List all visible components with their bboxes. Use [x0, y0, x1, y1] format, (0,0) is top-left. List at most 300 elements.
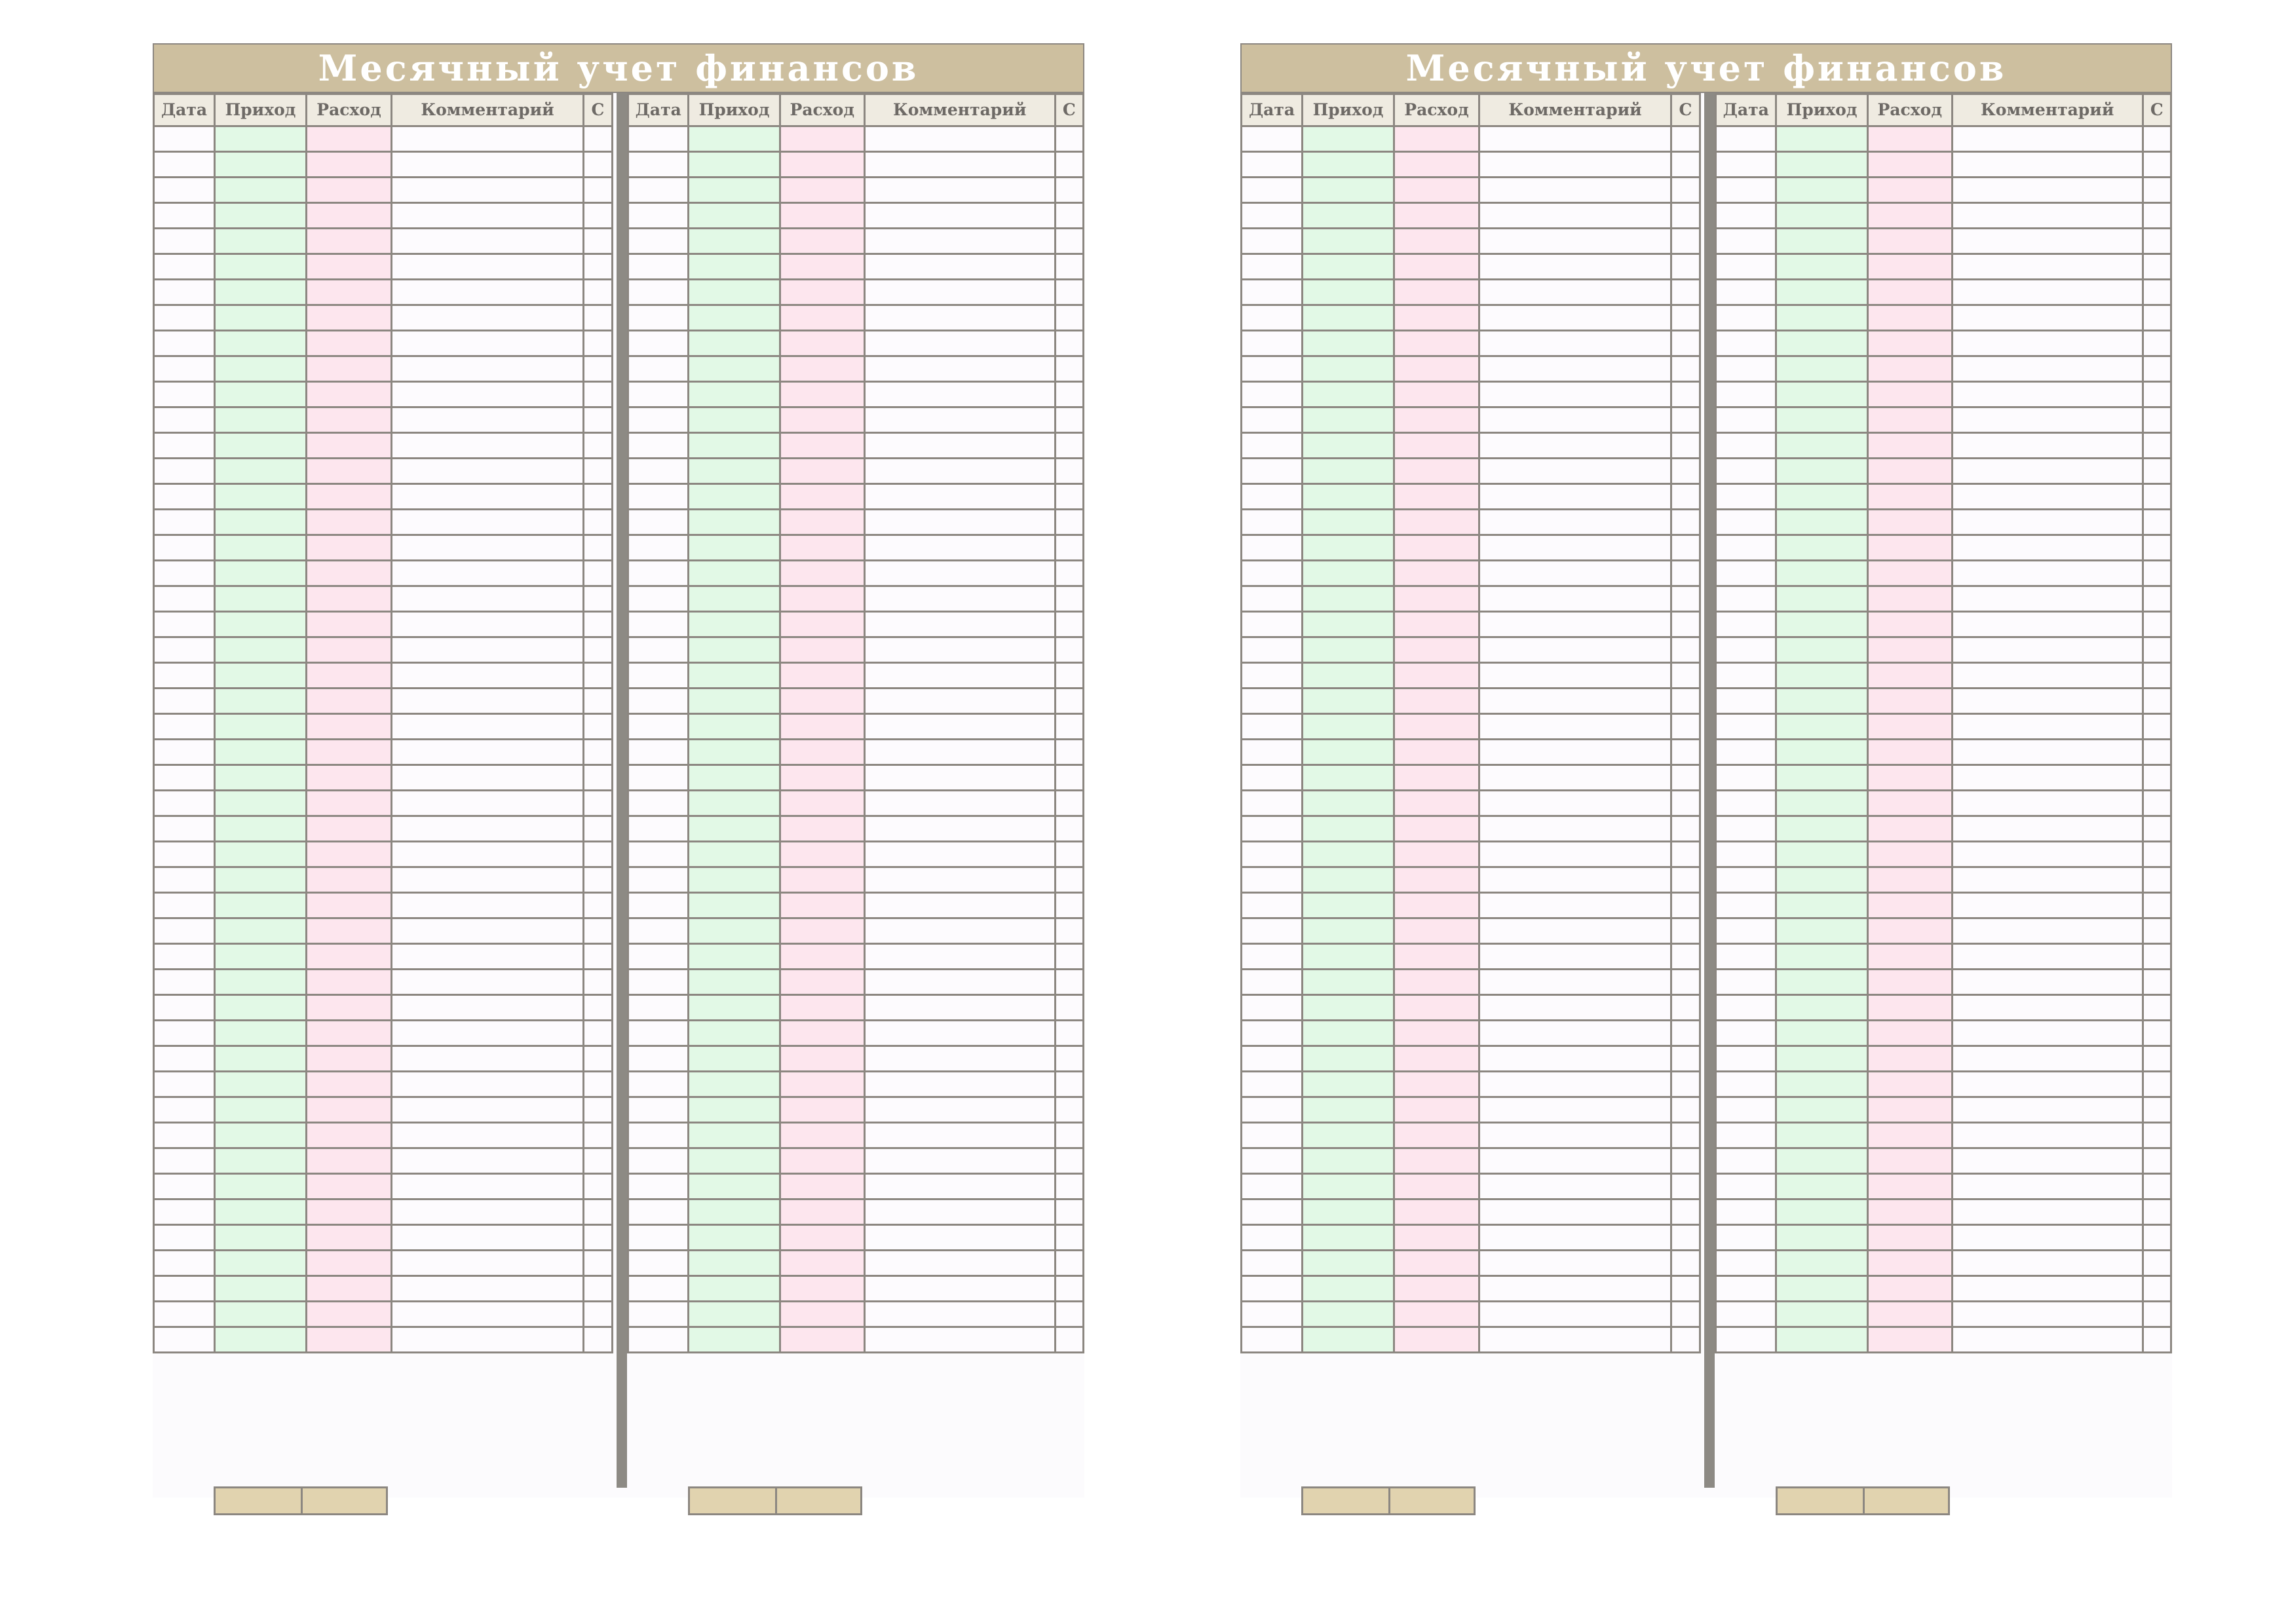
expense-cell[interactable] — [1867, 1097, 1952, 1123]
check-cell[interactable] — [1671, 1123, 1700, 1148]
date-cell[interactable] — [154, 535, 215, 561]
check-cell[interactable] — [1671, 433, 1700, 459]
expense-cell[interactable] — [307, 1251, 392, 1276]
check-cell[interactable] — [584, 714, 613, 740]
date-cell[interactable] — [154, 1021, 215, 1046]
expense-cell[interactable] — [780, 765, 864, 791]
comment-cell[interactable] — [392, 1276, 584, 1302]
comment-cell[interactable] — [392, 535, 584, 561]
date-cell[interactable] — [628, 484, 689, 510]
expense-cell[interactable] — [1867, 178, 1952, 203]
date-cell[interactable] — [154, 178, 215, 203]
expense-cell[interactable] — [1394, 1199, 1479, 1225]
income-cell[interactable] — [689, 510, 780, 535]
expense-cell[interactable] — [1867, 561, 1952, 586]
check-cell[interactable] — [1055, 459, 1083, 484]
date-cell[interactable] — [628, 254, 689, 280]
check-cell[interactable] — [1055, 152, 1083, 178]
expense-cell[interactable] — [307, 586, 392, 612]
income-cell[interactable] — [1776, 1021, 1867, 1046]
check-cell[interactable] — [584, 1251, 613, 1276]
expense-cell[interactable] — [1867, 280, 1952, 305]
check-cell[interactable] — [2143, 203, 2171, 229]
expense-cell[interactable] — [1394, 382, 1479, 407]
check-cell[interactable] — [2143, 816, 2171, 842]
income-cell[interactable] — [689, 765, 780, 791]
comment-cell[interactable] — [864, 1276, 1055, 1302]
check-cell[interactable] — [584, 867, 613, 893]
date-cell[interactable] — [628, 1123, 689, 1148]
expense-cell[interactable] — [1394, 535, 1479, 561]
income-cell[interactable] — [689, 791, 780, 816]
check-cell[interactable] — [1671, 356, 1700, 382]
expense-cell[interactable] — [780, 178, 864, 203]
income-cell[interactable] — [689, 535, 780, 561]
income-cell[interactable] — [1776, 433, 1867, 459]
date-cell[interactable] — [1242, 612, 1303, 637]
income-cell[interactable] — [1303, 612, 1394, 637]
expense-cell[interactable] — [1394, 791, 1479, 816]
expense-cell[interactable] — [1867, 1327, 1952, 1353]
income-cell[interactable] — [215, 944, 307, 970]
check-cell[interactable] — [584, 689, 613, 714]
date-cell[interactable] — [1242, 740, 1303, 765]
income-cell[interactable] — [689, 1072, 780, 1097]
comment-cell[interactable] — [392, 510, 584, 535]
income-cell[interactable] — [1303, 1046, 1394, 1072]
check-cell[interactable] — [1671, 663, 1700, 689]
income-cell[interactable] — [1303, 561, 1394, 586]
date-cell[interactable] — [628, 1302, 689, 1327]
income-cell[interactable] — [1303, 229, 1394, 254]
expense-cell[interactable] — [307, 995, 392, 1021]
date-cell[interactable] — [154, 1199, 215, 1225]
check-cell[interactable] — [1671, 1021, 1700, 1046]
expense-cell[interactable] — [1394, 1327, 1479, 1353]
comment-cell[interactable] — [1479, 867, 1671, 893]
date-cell[interactable] — [154, 433, 215, 459]
income-cell[interactable] — [1776, 229, 1867, 254]
check-cell[interactable] — [1671, 229, 1700, 254]
date-cell[interactable] — [154, 995, 215, 1021]
comment-cell[interactable] — [1952, 586, 2143, 612]
check-cell[interactable] — [1671, 1302, 1700, 1327]
expense-cell[interactable] — [1394, 765, 1479, 791]
date-cell[interactable] — [1716, 1021, 1776, 1046]
check-cell[interactable] — [1671, 893, 1700, 918]
income-cell[interactable] — [1776, 203, 1867, 229]
check-cell[interactable] — [1055, 714, 1083, 740]
comment-cell[interactable] — [864, 1021, 1055, 1046]
expense-cell[interactable] — [1394, 637, 1479, 663]
check-cell[interactable] — [1055, 407, 1083, 433]
check-cell[interactable] — [2143, 356, 2171, 382]
income-cell[interactable] — [689, 944, 780, 970]
check-cell[interactable] — [584, 970, 613, 995]
comment-cell[interactable] — [1952, 765, 2143, 791]
income-cell[interactable] — [215, 867, 307, 893]
date-cell[interactable] — [1242, 561, 1303, 586]
expense-cell[interactable] — [307, 484, 392, 510]
comment-cell[interactable] — [864, 714, 1055, 740]
expense-cell[interactable] — [1867, 254, 1952, 280]
expense-cell[interactable] — [1394, 331, 1479, 356]
income-cell[interactable] — [1303, 382, 1394, 407]
income-cell[interactable] — [215, 970, 307, 995]
check-cell[interactable] — [2143, 765, 2171, 791]
check-cell[interactable] — [2143, 382, 2171, 407]
comment-cell[interactable] — [1479, 1148, 1671, 1174]
expense-cell[interactable] — [307, 356, 392, 382]
date-cell[interactable] — [154, 484, 215, 510]
expense-cell[interactable] — [1394, 995, 1479, 1021]
date-cell[interactable] — [1716, 407, 1776, 433]
income-cell[interactable] — [1303, 459, 1394, 484]
date-cell[interactable] — [1242, 126, 1303, 152]
date-cell[interactable] — [154, 152, 215, 178]
expense-cell[interactable] — [307, 1225, 392, 1251]
income-cell[interactable] — [689, 1097, 780, 1123]
date-cell[interactable] — [1242, 663, 1303, 689]
date-cell[interactable] — [154, 842, 215, 867]
date-cell[interactable] — [1242, 842, 1303, 867]
date-cell[interactable] — [154, 765, 215, 791]
expense-total-cell[interactable] — [1388, 1486, 1476, 1515]
income-cell[interactable] — [1776, 484, 1867, 510]
date-cell[interactable] — [154, 791, 215, 816]
expense-cell[interactable] — [780, 126, 864, 152]
comment-cell[interactable] — [392, 1302, 584, 1327]
expense-cell[interactable] — [1867, 484, 1952, 510]
income-cell[interactable] — [1776, 178, 1867, 203]
check-cell[interactable] — [2143, 663, 2171, 689]
comment-cell[interactable] — [1952, 1072, 2143, 1097]
date-cell[interactable] — [1242, 203, 1303, 229]
date-cell[interactable] — [154, 1225, 215, 1251]
check-cell[interactable] — [1055, 1046, 1083, 1072]
expense-cell[interactable] — [1394, 1251, 1479, 1276]
income-cell[interactable] — [215, 995, 307, 1021]
comment-cell[interactable] — [1952, 561, 2143, 586]
expense-cell[interactable] — [1394, 459, 1479, 484]
expense-cell[interactable] — [307, 791, 392, 816]
expense-cell[interactable] — [1867, 1199, 1952, 1225]
expense-cell[interactable] — [1867, 1302, 1952, 1327]
expense-cell[interactable] — [780, 893, 864, 918]
comment-cell[interactable] — [1479, 561, 1671, 586]
check-cell[interactable] — [1671, 612, 1700, 637]
expense-cell[interactable] — [780, 740, 864, 765]
check-cell[interactable] — [2143, 1148, 2171, 1174]
income-cell[interactable] — [215, 1276, 307, 1302]
comment-cell[interactable] — [864, 893, 1055, 918]
income-cell[interactable] — [1776, 1072, 1867, 1097]
income-cell[interactable] — [1303, 407, 1394, 433]
comment-cell[interactable] — [392, 944, 584, 970]
comment-cell[interactable] — [1952, 842, 2143, 867]
expense-cell[interactable] — [780, 1199, 864, 1225]
income-cell[interactable] — [1303, 1302, 1394, 1327]
date-cell[interactable] — [1242, 714, 1303, 740]
check-cell[interactable] — [1671, 842, 1700, 867]
check-cell[interactable] — [584, 1199, 613, 1225]
check-cell[interactable] — [2143, 433, 2171, 459]
expense-cell[interactable] — [307, 867, 392, 893]
income-cell[interactable] — [1303, 765, 1394, 791]
expense-cell[interactable] — [780, 535, 864, 561]
comment-cell[interactable] — [1952, 689, 2143, 714]
income-cell[interactable] — [215, 433, 307, 459]
comment-cell[interactable] — [1952, 740, 2143, 765]
income-cell[interactable] — [1303, 816, 1394, 842]
comment-cell[interactable] — [1479, 1251, 1671, 1276]
income-cell[interactable] — [1303, 842, 1394, 867]
comment-cell[interactable] — [1952, 356, 2143, 382]
check-cell[interactable] — [2143, 714, 2171, 740]
comment-cell[interactable] — [392, 612, 584, 637]
date-cell[interactable] — [1716, 893, 1776, 918]
date-cell[interactable] — [1716, 714, 1776, 740]
income-cell[interactable] — [1303, 970, 1394, 995]
income-cell[interactable] — [1776, 1148, 1867, 1174]
check-cell[interactable] — [1671, 1225, 1700, 1251]
expense-cell[interactable] — [780, 612, 864, 637]
expense-cell[interactable] — [1867, 612, 1952, 637]
expense-cell[interactable] — [307, 918, 392, 944]
check-cell[interactable] — [2143, 1072, 2171, 1097]
expense-cell[interactable] — [307, 893, 392, 918]
comment-cell[interactable] — [1479, 280, 1671, 305]
expense-cell[interactable] — [780, 305, 864, 331]
comment-cell[interactable] — [1952, 1199, 2143, 1225]
comment-cell[interactable] — [392, 1327, 584, 1353]
check-cell[interactable] — [2143, 1097, 2171, 1123]
date-cell[interactable] — [1242, 1072, 1303, 1097]
comment-cell[interactable] — [1479, 1199, 1671, 1225]
comment-cell[interactable] — [1952, 254, 2143, 280]
expense-cell[interactable] — [780, 280, 864, 305]
comment-cell[interactable] — [1479, 484, 1671, 510]
income-total-cell[interactable] — [214, 1486, 303, 1515]
date-cell[interactable] — [1242, 765, 1303, 791]
income-cell[interactable] — [1303, 1072, 1394, 1097]
comment-cell[interactable] — [864, 561, 1055, 586]
income-cell[interactable] — [215, 1123, 307, 1148]
check-cell[interactable] — [1671, 484, 1700, 510]
date-cell[interactable] — [1242, 356, 1303, 382]
comment-cell[interactable] — [864, 612, 1055, 637]
comment-cell[interactable] — [1479, 586, 1671, 612]
date-cell[interactable] — [154, 510, 215, 535]
income-cell[interactable] — [689, 1276, 780, 1302]
date-cell[interactable] — [1242, 1123, 1303, 1148]
comment-cell[interactable] — [1952, 1097, 2143, 1123]
expense-cell[interactable] — [1394, 1021, 1479, 1046]
check-cell[interactable] — [2143, 229, 2171, 254]
expense-cell[interactable] — [1394, 714, 1479, 740]
date-cell[interactable] — [1242, 1148, 1303, 1174]
comment-cell[interactable] — [864, 970, 1055, 995]
comment-cell[interactable] — [864, 842, 1055, 867]
check-cell[interactable] — [584, 1097, 613, 1123]
date-cell[interactable] — [1716, 561, 1776, 586]
income-cell[interactable] — [215, 203, 307, 229]
income-cell[interactable] — [689, 1046, 780, 1072]
comment-cell[interactable] — [392, 714, 584, 740]
check-cell[interactable] — [2143, 586, 2171, 612]
comment-cell[interactable] — [864, 152, 1055, 178]
date-cell[interactable] — [628, 637, 689, 663]
check-cell[interactable] — [1671, 1046, 1700, 1072]
date-cell[interactable] — [154, 254, 215, 280]
check-cell[interactable] — [2143, 612, 2171, 637]
comment-cell[interactable] — [1952, 1251, 2143, 1276]
income-cell[interactable] — [215, 510, 307, 535]
comment-cell[interactable] — [392, 433, 584, 459]
date-cell[interactable] — [154, 407, 215, 433]
comment-cell[interactable] — [1952, 1276, 2143, 1302]
comment-cell[interactable] — [392, 305, 584, 331]
expense-cell[interactable] — [307, 1327, 392, 1353]
check-cell[interactable] — [1055, 433, 1083, 459]
expense-cell[interactable] — [1867, 203, 1952, 229]
expense-cell[interactable] — [307, 689, 392, 714]
expense-cell[interactable] — [307, 382, 392, 407]
expense-cell[interactable] — [1867, 126, 1952, 152]
income-cell[interactable] — [689, 280, 780, 305]
check-cell[interactable] — [2143, 970, 2171, 995]
comment-cell[interactable] — [864, 1251, 1055, 1276]
date-cell[interactable] — [154, 305, 215, 331]
income-cell[interactable] — [1776, 765, 1867, 791]
comment-cell[interactable] — [392, 1199, 584, 1225]
date-cell[interactable] — [628, 382, 689, 407]
comment-cell[interactable] — [864, 995, 1055, 1021]
comment-cell[interactable] — [1479, 459, 1671, 484]
expense-cell[interactable] — [1394, 407, 1479, 433]
comment-cell[interactable] — [1479, 152, 1671, 178]
date-cell[interactable] — [628, 126, 689, 152]
comment-cell[interactable] — [1479, 305, 1671, 331]
expense-cell[interactable] — [780, 995, 864, 1021]
date-cell[interactable] — [1242, 1251, 1303, 1276]
expense-cell[interactable] — [780, 203, 864, 229]
date-cell[interactable] — [154, 1046, 215, 1072]
date-cell[interactable] — [1716, 152, 1776, 178]
check-cell[interactable] — [2143, 331, 2171, 356]
check-cell[interactable] — [1671, 586, 1700, 612]
check-cell[interactable] — [584, 459, 613, 484]
income-cell[interactable] — [1776, 714, 1867, 740]
income-cell[interactable] — [215, 663, 307, 689]
expense-cell[interactable] — [307, 944, 392, 970]
date-cell[interactable] — [1716, 791, 1776, 816]
expense-cell[interactable] — [1867, 229, 1952, 254]
income-cell[interactable] — [215, 1199, 307, 1225]
income-cell[interactable] — [1303, 637, 1394, 663]
income-cell[interactable] — [689, 1199, 780, 1225]
comment-cell[interactable] — [392, 893, 584, 918]
income-cell[interactable] — [215, 484, 307, 510]
income-cell[interactable] — [689, 842, 780, 867]
date-cell[interactable] — [628, 842, 689, 867]
income-cell[interactable] — [1776, 586, 1867, 612]
comment-cell[interactable] — [1952, 1123, 2143, 1148]
comment-cell[interactable] — [392, 1072, 584, 1097]
expense-cell[interactable] — [780, 1276, 864, 1302]
check-cell[interactable] — [1055, 995, 1083, 1021]
check-cell[interactable] — [1055, 229, 1083, 254]
check-cell[interactable] — [1671, 126, 1700, 152]
date-cell[interactable] — [1716, 995, 1776, 1021]
date-cell[interactable] — [1716, 1072, 1776, 1097]
date-cell[interactable] — [1242, 689, 1303, 714]
comment-cell[interactable] — [1479, 970, 1671, 995]
expense-cell[interactable] — [780, 433, 864, 459]
expense-cell[interactable] — [1394, 1097, 1479, 1123]
check-cell[interactable] — [1671, 867, 1700, 893]
expense-cell[interactable] — [1394, 740, 1479, 765]
date-cell[interactable] — [1242, 1097, 1303, 1123]
expense-cell[interactable] — [780, 1123, 864, 1148]
income-cell[interactable] — [1303, 484, 1394, 510]
date-cell[interactable] — [1242, 433, 1303, 459]
check-cell[interactable] — [1055, 867, 1083, 893]
check-cell[interactable] — [1055, 842, 1083, 867]
expense-cell[interactable] — [780, 331, 864, 356]
comment-cell[interactable] — [864, 867, 1055, 893]
expense-cell[interactable] — [1867, 1123, 1952, 1148]
expense-cell[interactable] — [1394, 1225, 1479, 1251]
check-cell[interactable] — [1055, 178, 1083, 203]
expense-cell[interactable] — [307, 229, 392, 254]
comment-cell[interactable] — [1479, 1302, 1671, 1327]
comment-cell[interactable] — [1952, 305, 2143, 331]
check-cell[interactable] — [1055, 689, 1083, 714]
date-cell[interactable] — [1242, 254, 1303, 280]
date-cell[interactable] — [628, 356, 689, 382]
expense-cell[interactable] — [307, 1148, 392, 1174]
date-cell[interactable] — [628, 331, 689, 356]
comment-cell[interactable] — [1479, 382, 1671, 407]
income-cell[interactable] — [1776, 1276, 1867, 1302]
check-cell[interactable] — [584, 612, 613, 637]
date-cell[interactable] — [1242, 1199, 1303, 1225]
expense-cell[interactable] — [780, 970, 864, 995]
expense-cell[interactable] — [1867, 944, 1952, 970]
expense-cell[interactable] — [1394, 229, 1479, 254]
date-cell[interactable] — [154, 561, 215, 586]
expense-cell[interactable] — [780, 407, 864, 433]
comment-cell[interactable] — [392, 203, 584, 229]
income-cell[interactable] — [689, 203, 780, 229]
check-cell[interactable] — [1055, 1276, 1083, 1302]
date-cell[interactable] — [628, 152, 689, 178]
date-cell[interactable] — [1242, 382, 1303, 407]
check-cell[interactable] — [1055, 561, 1083, 586]
expense-cell[interactable] — [780, 561, 864, 586]
income-cell[interactable] — [215, 561, 307, 586]
expense-cell[interactable] — [307, 305, 392, 331]
expense-cell[interactable] — [1867, 510, 1952, 535]
check-cell[interactable] — [2143, 689, 2171, 714]
expense-cell[interactable] — [1394, 356, 1479, 382]
date-cell[interactable] — [1242, 484, 1303, 510]
check-cell[interactable] — [2143, 254, 2171, 280]
date-cell[interactable] — [1242, 816, 1303, 842]
comment-cell[interactable] — [1479, 995, 1671, 1021]
comment-cell[interactable] — [1479, 893, 1671, 918]
